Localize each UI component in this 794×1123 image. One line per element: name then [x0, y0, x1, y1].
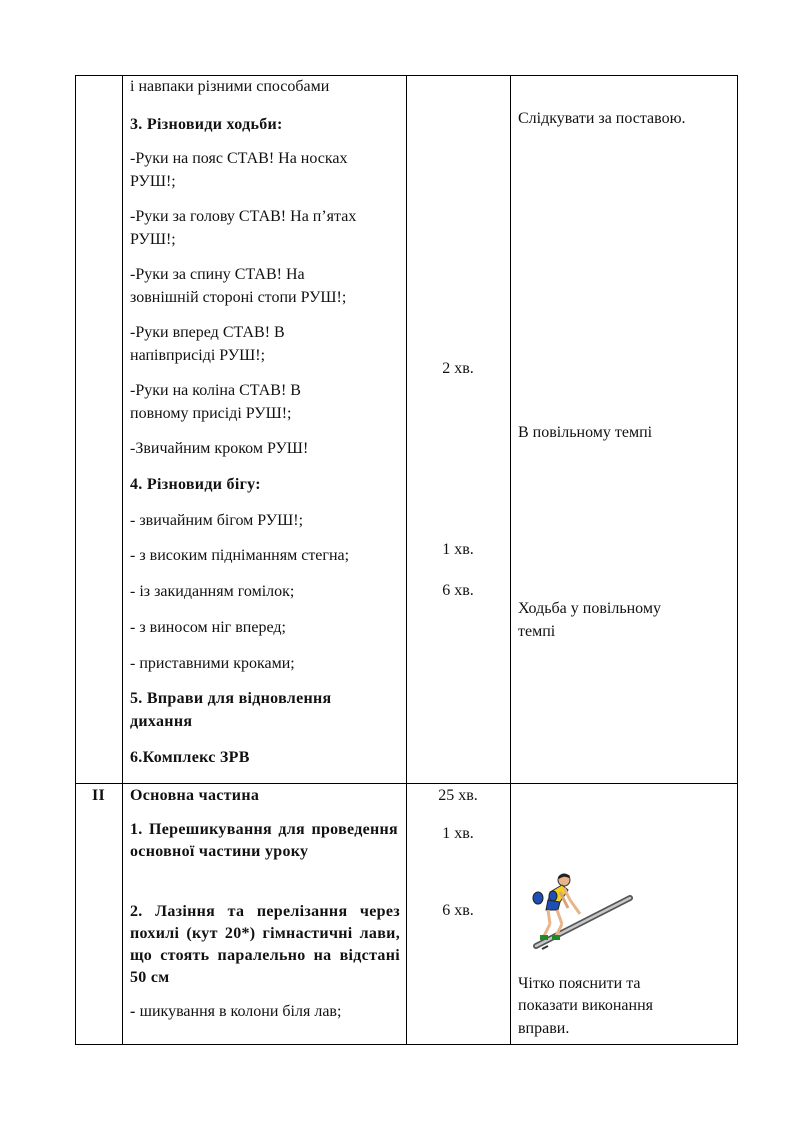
duration-value: 25 хв. [438, 787, 478, 804]
content-line: - з виносом ніг вперед; [130, 619, 286, 636]
content-line: -Руки на пояс СТАВ! На носках [130, 150, 348, 167]
content-line: -Руки на коліна СТАВ! В [130, 382, 301, 399]
row-divider [75, 783, 738, 784]
content-line: -Звичайним кроком РУШ! [130, 440, 309, 457]
bullet-text: шикування в колони біля лав; [139, 1003, 342, 1020]
climbing-exercise-illustration [520, 870, 635, 950]
lesson-plan-table [75, 75, 738, 1045]
content-line: - з високим підніманням стегна; [130, 547, 350, 564]
content-line: -Руки за спину СТАВ! На [130, 266, 305, 283]
content-heading: 3. Різновиди ходьби: [130, 116, 283, 133]
table-border-bottom [75, 1044, 738, 1045]
duration-value: 6 хв. [442, 902, 474, 919]
content-heading: 5. Вправи для відновлення [130, 690, 332, 707]
column-divider-3 [510, 75, 511, 1045]
content-line: -Руки вперед СТАВ! В [130, 324, 285, 341]
duration-value: 6 хв. [442, 582, 474, 599]
table-border-right [737, 75, 738, 1045]
content-line: - звичайним бігом РУШ!; [130, 512, 304, 529]
content-heading: 6.Комплекс ЗРВ [130, 749, 250, 766]
content-line: РУШ!; [130, 173, 176, 190]
content-heading: 4. Різновиди бігу: [130, 476, 261, 493]
content-line: і навпаки різними способами [130, 78, 330, 95]
content-line: -Руки за голову СТАВ! На п’ятах [130, 208, 357, 225]
content-paragraph: 2. Лазіння та перелізання через похилі (кут 20*) гімнастичні лави, що стоять паралельно на відстані 50 см [130, 903, 400, 986]
content-line: РУШ!; [130, 231, 176, 248]
section-title: Основна частина [130, 787, 260, 804]
table-border-left [75, 75, 76, 1045]
note-text: Чітко пояснити та [518, 975, 641, 992]
section-number: II [91, 787, 106, 804]
duration-value: 2 хв. [442, 360, 474, 377]
content-bullet-line [130, 1001, 341, 1023]
note-text: темпі [518, 623, 556, 640]
note-text: вправи. [518, 1020, 570, 1037]
note-text: показати виконання [518, 997, 653, 1014]
bullet-dash: - [130, 1003, 136, 1020]
column-divider-1 [122, 75, 123, 1045]
content-line: - приставними кроками; [130, 655, 295, 672]
content-paragraph: 1. Перешикування для проведення основної частини уроку [130, 821, 398, 860]
note-text: В повільному темпі [518, 424, 653, 441]
note-text: Слідкувати за поставою. [518, 110, 686, 127]
content-heading: дихання [130, 713, 193, 730]
content-line: повному присіді РУШ!; [130, 405, 292, 422]
content-line: напівприсіді РУШ!; [130, 347, 266, 364]
duration-value: 1 хв. [442, 541, 474, 558]
content-line: зовнішній стороні стопи РУШ!; [130, 289, 347, 306]
duration-value: 1 хв. [442, 825, 474, 842]
note-text: Ходьба у повільному [518, 600, 661, 617]
content-line: - із закиданням гомілок; [130, 583, 295, 600]
